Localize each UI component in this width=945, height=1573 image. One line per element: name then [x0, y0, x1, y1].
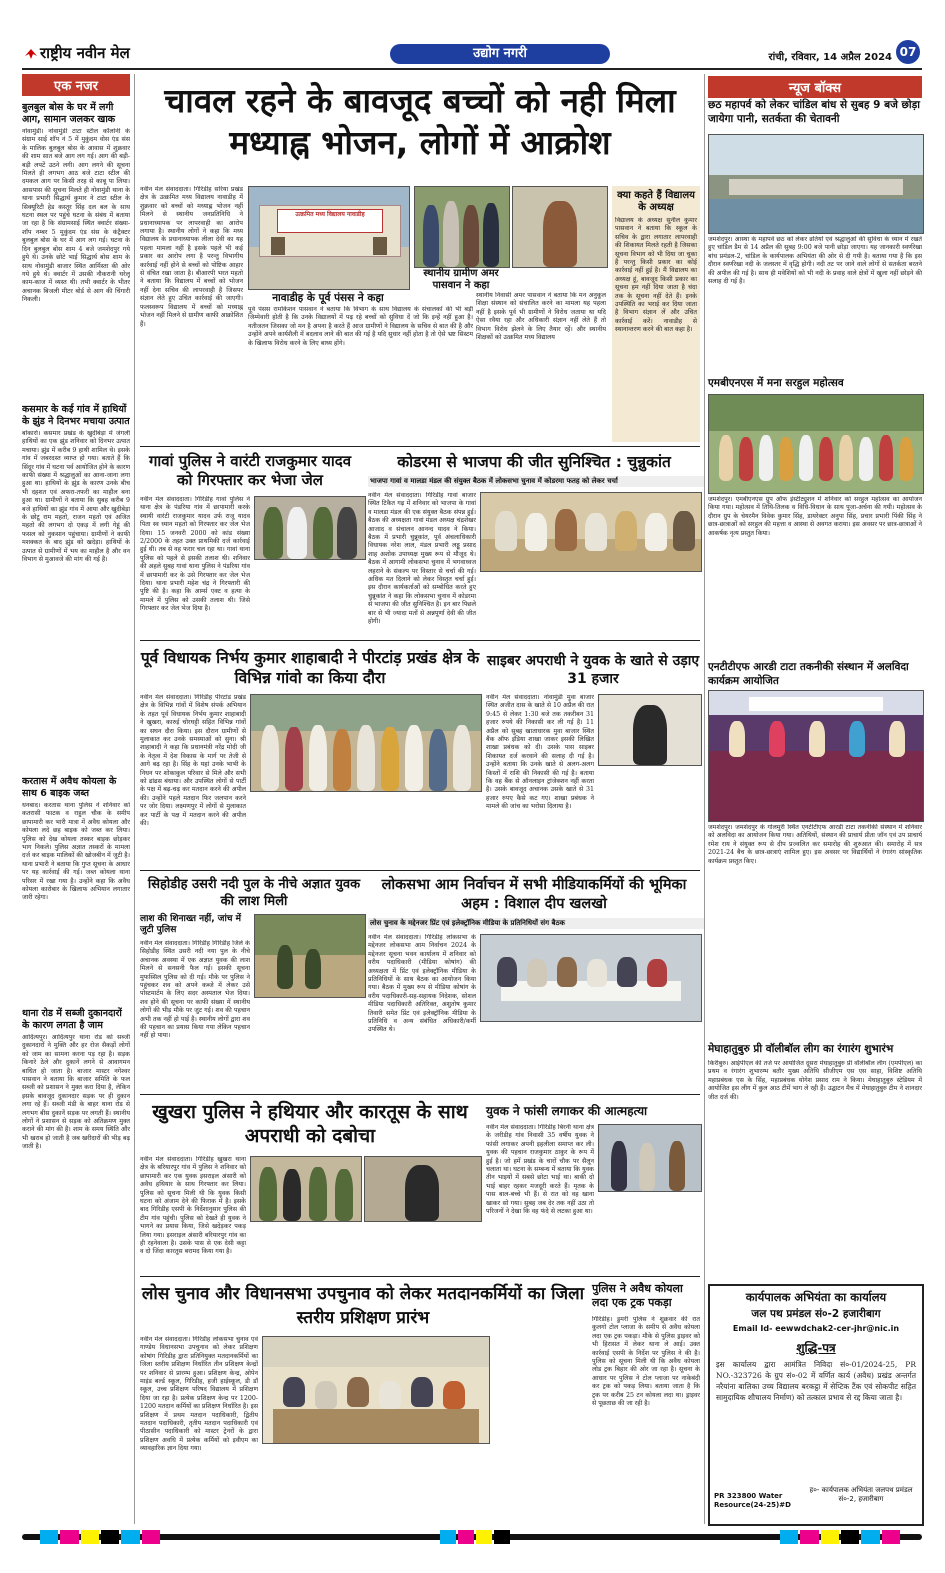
school-photo-caption: नावाडीह के पूर्व पंसस ने कहा — [272, 292, 384, 304]
body-found-headline: सिहोडीह उसरी नदी पुल के नीचे अज्ञात युवक की लाश मिली — [147, 877, 361, 909]
left-column-header: एक नजर — [22, 74, 130, 96]
quote2-box — [612, 186, 700, 442]
news-title: एनटीटीएफ आरडी टाटा तकनीकी संस्थान में अलविदा कार्यक्रम आयोजित — [708, 661, 909, 687]
section-rule — [140, 1276, 700, 1277]
khukhra-body-cont — [250, 1224, 480, 1272]
police-body-cont — [254, 562, 364, 636]
left-item-body: धनबाद। करतास थाना पुलिस ने शनिवार को कतरासी फाटक व राहुल चौक के समीप छापामारी कर भारी मात्रा में अवैध कोयला और कोयला लदे छह बाइक को जब्त कर लिया। पुलिस को देख कोयला तस्कर बाइक छोड़कर भाग निकले। पुलिस अज्ञात तस्करों के मामला दर्ज कर बाइक मालिकों की खोजबीन में जुटी है। थाना प्रभारी ने बताया कि गुप्त सूचना के आधार पर यह कार्रवाई की गई। जब्त कोयला थाना परिसर में रखा गया है। उन्होंने कहा कि अवैध कोयला कारोबार के खिलाफ अभियान लगातार जारी रहेगा। — [22, 802, 130, 902]
left-item-title: करतास में अवैध कोयला के साथ 6 बाइक जब्त — [22, 776, 117, 799]
section-banner — [390, 44, 610, 64]
training-headline: लोस चुनाव और विधानसभा उपचुनाव को लेकर मतदानकर्मियों का जिला स्तरीय प्रशिक्षण प्रारंभ — [141, 1284, 585, 1328]
notice-office-sub: जल पथ प्रमंडल सं०-2 हजारीबाग — [751, 1308, 881, 1320]
media-meeting-photo — [480, 934, 702, 1022]
media-subhead: लोस चुनाव के मद्देनजर प्रिंट एवं इलेक्ट्रॉनिक मीडिया के प्रतिनिधियों संग बैठक — [368, 918, 704, 929]
dam-photo — [708, 134, 924, 234]
left-item-title: कसमार के कई गांव में हाथियों के झुंड ने दिनभर मचाया उत्पात — [22, 404, 130, 427]
sarhul-photo — [708, 394, 924, 494]
suicide-body: नवीन मेल संवाददाता। गिरिडीह बिरनी थाना क्षेत्र के जरीडीह गांव निवासी 35 वर्षीय युवक ने फांसी लगाकर अपनी इहलीला समाप्त कर ली। युवक की पहचान राजकुमार ठाकुर के रूप में हुई है। जो हमें प्रखंड के चारों चौक पर सैलून चलाता था। घटना के सम्बन्ध में बताया कि युवक तीन भाइयों में सबसे छोटा भाई था। बाकी दो भाई बाहर रहकर मजदूरी करते हैं। मृतक के पास बाल-बच्चे भी हैं। से रात को वह खाना खाकर सो गया। सुबह जब देर तक नहीं उठा तो परिजनों ने देखा कि वह फंदे से लटका हुआ था। — [486, 1124, 594, 1216]
suicide-headline: युवक ने फांसी लगाकर की आत्महत्या — [486, 1104, 648, 1118]
column-divider — [134, 74, 135, 1524]
color-registration-strip — [40, 1530, 160, 1544]
meeting-photo — [480, 492, 702, 572]
notice-pr-no: PR 323800 Water Resource(24-25)#D — [714, 1492, 791, 1509]
training-photo — [262, 1336, 490, 1444]
section-name: उद्योग नगरी — [473, 46, 527, 61]
news-body: जमशेदपुर। जमशेदपुर के गोलमुरी स्थित एनटीटीएफ आरडी टाटा तकनीकी संस्थान में शनिवार को अलविदा का आयोजन किया गया। अतिथियों, संस्थान की प्राचार्य प्रीता जॉन एवं उप प्राचार्य रमेश राय ने संयुक्त रूप से दीप प्रज्वलित कर समारोह की शुरुआत की। समारोह में सत्र 2021-24 बैच के छात्र-छात्राएं शामिल हुए। इस अवसर पर विद्यार्थियों ने रंगारंग सांस्कृतिक कार्यक्रम प्रस्तुत किए। — [708, 824, 922, 865]
page-number: 07 — [896, 40, 920, 64]
notice-heading: शुद्धि-पत्र — [796, 1341, 836, 1355]
left-item-title: बुलबुल बोस के घर में लगी आग, सामान जलकर खाक — [22, 102, 116, 125]
section-rule — [140, 870, 700, 871]
left-item-title: थाना रोड में सब्जी दुकानदारों के कारण लगता है जाम — [22, 1008, 122, 1031]
school-photo — [248, 186, 410, 290]
notice-body: इस कार्यालय द्वारा आमंत्रित निविदा सं०-01/2024-25, PR NO.-323726 के ग्रुप सं०-02 में वर्णित कार्य (अवैध) प्रखंड अन्तर्गत नरैयांना बालिका उच्च विद्यालय बरकट्ठा में सेप्टिक टैंक एवं सोकपीट सहित सामुदायिक शौचालय निर्माण) को तत्काल प्रभाव से रद्द किया जाता है। — [716, 1360, 916, 1402]
left-item-body: आदित्यपुर। आदित्यपुर थाना रोड को सब्जी दुकानदारों ने मुक्ति और हर रोज सैकड़ों लोगों को जाम का सामना करना पड़ रहा है। सड़क किनारे ठेले और दुकानें लगने से आवागमन बाधित हो जाता है। बाजार मास्टर नगेश्वर पासवान ने बताया कि बाजार समिति के फल सब्जी को प्रशासन ने मुक्त करा दिया है, लेकिन इसके बावजूद दुकानदार सड़क पर ही दुकान लगा रहे हैं। सब्जी मंडी के बाहर थाना रोड से लगभग बीस दुकानें सड़क पर लगती हैं। स्थानीय लोगों ने प्रशासन से सड़क को अतिक्रमण मुक्त कराने की मांग की है। शाम के समय स्थिति और भी खराब हो जाती है जब खरीदारों की भीड़ बढ़ जाती है। — [22, 1034, 130, 1151]
mla-body-cont — [250, 794, 480, 868]
section-rule — [140, 446, 700, 447]
lead-body: नवीन मेल संवाददाता। गिरिडीह सरिया प्रखंड क्षेत्र के उत्क्रमित मध्य विद्यालय नावाडीह में शुक्रवार को बच्चों को मध्याह्न भोजन नहीं मिलने से स्थानीय जनप्रतिनिधि ने प्रधानाध्यापक पर लापरवाही का आरोप लगाया है। स्थानीय लोगों ने कहा कि मध्य विद्यालय के प्रधानाध्यापक लीला देवी का यह पहला मामला नहीं है इसके पहले भी कई प्रकार का आरोप लगा है परन्तु विभागीय कार्रवाई नहीं होने से बच्चों को पोष्टिक आहार से वंचित रखा जाता है। बीआरपी भरत महतो ने बताया कि विद्यालय में बच्चों को भोजन नहीं देना सचिव की लापरवाही है जिसपर संज्ञान लेते हुए उचित कार्रवाई की जाएगी। फलस्वरूप विद्यालय में बच्चों को मध्याह्न भोजन नहीं मिलने से ग्रामीण काफी आक्रोशित हैं। — [140, 186, 243, 328]
quote-box-body: स्थानीय निवासी अमर पासवान ने बताया कि मन अनुकूल शिक्षा संस्थान को संचालित करने का मामला यह पहला नहीं है इसके पूर्व भी ग्रामीणों ने विरोध जताया था यदि ऐसा रवैया रहा और अधिकारी संज्ञान नहीं लेते हैं तो विभाग विरोध झेलने के लिए तैयार रहें। और स्थानीय शिक्षकों को उत्क्रमित मध्य विद्यालय — [476, 292, 606, 342]
dateline: रांची, रविवार, 14 अप्रैल 2024 — [768, 52, 892, 63]
media-body-cont — [480, 1024, 700, 1090]
media-headline: लोकसभा आम निर्वाचन में सभी मीडियाकर्मियों की भूमिका अहम : विशाल दीप खलखो — [381, 877, 687, 912]
riverbed-photo — [254, 914, 366, 998]
villagers-photo — [414, 186, 510, 268]
notice-email: Email Id- eewwdchak2-cer-jhr@nic.in — [732, 1324, 900, 1333]
suicide-photo — [598, 1124, 702, 1192]
cyber-body-cont — [598, 768, 700, 868]
section-rule — [140, 640, 700, 641]
notice-office-title: कार्यपालक अभियंता का कार्यालय — [745, 1290, 887, 1304]
news-body: जमशेदपुर। आस्था के महापर्व छठ को लेकर व्रतियों एवं श्रद्धालुओं की सुविधा के ध्यान में रखते हुए चांडिल डैम से 14 अप्रैल की सुबह 9:00 बजे पानी छोड़ा जाएगा। यह जानकारी स्वर्णरेखा बांध प्रमंडल-2, चांडिल के कार्यपालक अभियंता की ओर से दी गयी है। बताया गया है कि इस दौरान स्वर्णरेखा नदी के जलस्तर में वृद्धि होगी। नदी तट पर जाने वाले लोगों से सतर्कता बरतने की अपील की गई है। साथ ही मवेशियों को भी नदी के प्रवाह वाले क्षेत्रों में खुला नहीं छोड़ने की सलाह दी गई है। — [708, 236, 922, 286]
tender-notice — [708, 1284, 924, 1526]
body-found-subhead: लाश की शिनाख्त नहीं, जांच में जुटी पुलिस — [140, 914, 242, 935]
masthead — [22, 40, 922, 70]
coal-truck-body: गिरिडीह। डुमरी पुलिस ने शुक्रवार की रात कुलगो टोल प्लाजा के समीप से अवैध कोयला लदा एक ट्रक पकड़ा। मौके से पुलिस ड्राइवर को भी हिरासत में लेकर थाना ले आई। उक्त कार्रवाई एसपी के निर्देश पर पुलिस ने की है। पुलिस को सूचना मिली थी कि अवैध कोयला लोड ट्रक बिहार की ओर जा रहा है। सूचना के आधार पर पुलिस ने टोल प्लाजा पर नाकेबंदी कर ट्रक को पकड़ लिया। बताया जाता है कि ट्रक पर करीब 25 टन कोयला लदा था। ड्राइवर से पूछताछ की जा रही है। — [592, 1316, 700, 1408]
news-body: किरीबुरु। आईपीएल की तर्ज पर आयोजित दूसरा मेघाहातुबुरु प्री वॉलीबॉल लीग (एमपीएल) का प्रथम व रंगारंग शुभारम्भ बतौर मुख्य अतिथि सीजीएम एस एस साहा, विशिष्ट अतिथि महाप्रबंधक एस के सिंह, महाप्रबंधक योगेश प्रसाद राम ने किया। मेघाहातुबुरु स्टेडियम में आयोजित इस लीग में कुल आठ टीमें भाग ले रही हैं। उद्घाटन मैच में मेघाहातुबुरु टीम ने शानदार जीत दर्ज की। — [708, 1060, 922, 1101]
left-column — [22, 74, 130, 1524]
color-registration-strip — [440, 1530, 510, 1544]
left-item-body: बोकारो। कसमार प्रखंड के खुदीबेड़ा में जंगली हाथियों का एक झुंड शनिवार को दिनभर उत्पात मचाया। झुंड में करीब 9 हाथी शामिल थे। इसके गांव में जबरदस्त व्याप्त हो गया। बताते हैं कि सिंदूर गांव में घटना पर्व आयोजित होने के कारण काफी संख्या में श्रद्धालुओं का आना-जाना लगा हुआ था। हाथियों के झुंड के कारण उनके बीच भी दहशत एवं अफरा-तफरी का माहौल बना हुआ था। ग्रामीणों ने बताया कि सुबह करीब 9 बजे हाथियों का झुंड गांव में आया और खुदीबेड़ा के छोटू राम महतो, राजन महतो एवं अजित महतो की लगभग दो एकड़ में लगी गेहूं की फसल को नुकसान पहुंचाया। ग्रामीणों ने काफी मशक्कत के बाद झुंड को खदेड़ा। हाथियों के उत्पात से ग्रामीणों में भय का माहौल है और वन विभाग से मुआवजे की मांग की गई है। — [22, 430, 130, 564]
lead-sidebar-body: पूर्व पंसस रामकिशन पासवान ने बताया कि विभाग के साथ विद्यालय के संचालकों की भी बड़ी जिम्मेवारी होती है कि उनके विद्यालयों में पढ़ रहे बच्चों को सुविधा दें जो कि इन्हें नहीं हुआ है। नतीजतन जिसका जो मन है अपना है करते हैं आज ग्रामीणों ने विद्यालय के सचिव से बात की है और उन्होंने अपने कार्यशैली में बदलाव लाने की बात की गई है यदि सुधार नहीं होता है तो ऐसे भ्रष्ट सिस्टम के खिलाफ विरोध करने के लिए बाध्य होंगे। — [248, 306, 473, 347]
police-headline: गावां पुलिस ने वारंटी राजकुमार यादव को गिरफ्तार कर भेजा जेल — [148, 452, 352, 489]
left-item-body: नोवामुंडी। नोवामुंडी टाटा स्टील कॉलोनी के संग्राम साई शॉप नं 5 में मुकुंदम वोस एंड संस के मालिक बुलबुल बोस के आवास में शुक्रवार की शाम सात बजे आग लग गई। आग की बड़ी-बड़ी लपटें उठने लगी। आग लगने की सूचना मिलते ही लगभग आठ बजे टाटा स्टील की दमकल आग पर किसी तरह से काबू पा लिया। आसपास की सूचना मिलते ही नोवामुंडी थाना के थाना प्रभारी सिद्धार्थ कुमार ने टाटा स्टील के सिक्यूरिटी हेड कस्तूर सिंह दल बल के साथ घटना स्थल पर पहुंचे घटना के संबंध में बताया जा रहा है कि संग्रामसाई स्थित क्वार्टर संख्या- शॉप नम्बर 5 मुकुंदम एंड संस के कंट्रैक्टर बुलबुल बोस के घर में आग लग गई। घटना के दिन बुलबुल बोस शाम 4 बजे जमशेदपुर गये हुये थे। उनके छोटे भाई सिद्धार्थ बोस शाम के साथ नोवामुंडी बाजार स्थित आर्मिस्ता की ओर गये हुये थे। क्वार्टर में उसकी नौकरानी घरेलू काम-काज में व्यस्त थी। तभी क्वार्टर के भीतर अचानक बिजली मीटर बोर्ड से आग की चिंगारी निकली। — [22, 128, 130, 304]
koderma-subhead: भाजपा गावां व मालडा मंडल की संयुक्त बैठक में लोकसभा चुनाव में कोडरमा फतह को लेकर चर्चा — [368, 476, 704, 487]
cyber-photo — [598, 694, 702, 766]
mla-headline: पूर्व विधायक निर्भय कुमार शाहाबादी ने पीरटांड़ प्रखंड क्षेत्र के विभिन्न गांवो का किया दौरा — [140, 649, 480, 687]
body-found-body-cont — [254, 1000, 364, 1090]
news-title: छठ महापर्व को लेकर चांडिल बांध से सुबह 9 बजे छोड़ा जायेगा पानी, सतर्कता की चेतावनी — [708, 99, 920, 125]
news-box-header: न्यूज बॉक्स — [708, 76, 922, 98]
koderma-headline: कोडरमा से भाजपा की जीत सुनिश्चित : चुन्नुकांत — [397, 453, 671, 471]
police-photo — [254, 496, 366, 560]
news-title: मेघाहातुबुरु प्री वॉलीबॉल लीग का रंगारंग शुभारंभ — [708, 1043, 894, 1055]
body-found-body: नवीन मेल संवाददाता। गिरिडीह गिरिडीह जिले के सिहोडीह स्थित उसरी नदी नया पुल के नीचे अचानक अवस्था में एक अज्ञात युवक की लाश मिलने से सनसनी फैल गई। इसकी सूचना मुफस्सिल पुलिस को दी गई। मौके पर पुलिस ने पहुंचकर शव को अपने कब्जे में लेकर उसे पोस्टमार्टम के लिए सदर अस्पताल भेज दिया। शव होने की सूचना पर काफी संख्या में स्थानीय लोगों की भीड़ मौके पर जुट गई। शव की पहचान अभी तक नहीं हो पाई है। स्थानीय लोगों द्वारा शव की पहचान का प्रयास किया गया लेकिन पहचान नहीं हो पाया। — [140, 940, 250, 1040]
coal-truck-headline: पुलिस ने अवैध कोयला लदा एक ट्रक पकड़ा — [592, 1282, 683, 1309]
notice-signatory: ह०- कार्यपालक अभियंता जलपथ प्रमंडल सं०-2, हजारीबाग — [809, 1486, 913, 1503]
media-body: नवीन मेल संवाददाता। गिरिडीह लोकसभा के मद्देनजर लोकसभा आम निर्वाचन 2024 के मद्देनजर सूचना भवन कार्यालय में शनिवार को वरीय पदाधिकारी (मीडिया कोषांग) की अध्यक्षता में प्रिंट एवं इलेक्ट्रॉनिक मीडिया के प्रतिनिधियों के साथ बैठक का आयोजन किया गया। बैठक में मुख्य रूप से मीडिया कोषांग के वरीय पदाधिकारी-सह-सहायक निदेशक, सोशल मीडिया पदाधिकारी अतिरिक्त, अशुतोष कुमार तिवारी समेत प्रिंट एवं इलेक्ट्रॉनिक मीडिया के प्रतिनिधि व अन्य संबंधित अधिकारी/कर्मी उपस्थित थे। — [368, 934, 476, 1034]
alvida-photo — [708, 690, 924, 822]
masthead-rule — [22, 68, 922, 70]
school-sign: उत्क्रमित मध्य विद्यालय नावाडीह — [277, 209, 383, 233]
khukhra-body: नवीन मेल संवाददाता। गिरिडीह खुखरा थाना क्षेत्र के बरियारपुर गांव में पुलिस ने शनिवार को छापामारी कर एक युवक इसराइल अंसारी को अवैध हथियार के साथ गिरफ्तार कर लिया। पुलिस को सूचना मिली थी कि युवक किसी घटना को अंजाम देने की फिराक में है। इसके बाद गिरिडीह एसपी के निर्देशानुसार पुलिस की टीम गांव पहुंची। पुलिस को देखते ही युवक ने भागने का प्रयास किया, जिसे खदेड़कर पकड़ लिया गया। इसराइल अंसारी बरियारपुर गांव का ही रहनेवाला है। उसके पास से एक देसी कट्टा व दो जिंदा कारतूस बरामद किया गया है। — [140, 1156, 246, 1256]
news-body: जमशेदपुर। एमबीएनएस ग्रुप ऑफ इंस्टीट्यूशन में शनिवार को सरहुल महोत्सव का आयोजन किया गया। महोत्सव में तिथि-तिलक व विधि-विधान के साथ पूजा-अर्चना की गयी। महोत्सव के दौरान ग्रुप के चेयरमैन विवेक कुमार सिंह, डायरेक्टर अनुपा सिंह, प्रचार प्रभारी पिंकी सिंह ने छात्र-छात्राओं को सरहुल की महत्ता व आस्था से अवगत कराया। इस अवसर पर छात्र-छात्राओं ने आकर्षक नृत्य प्रस्तुत किया। — [708, 496, 922, 537]
column-divider — [704, 74, 705, 1524]
khukhra-photo — [250, 1156, 362, 1222]
quote-box-title: स्थानीय ग्रामीण अमर पासवान ने कहा — [423, 268, 499, 291]
cyber-body: नवीन मेल संवाददाता। नोवामुंडी मुवा बाजार स्थित अजीत दास के खाते से 10 अप्रैल की रात 9:45 से लेकर 1:30 बजे तक तकरीबन 31 हजार रुपये की निकासी कर ली गई है। 11 अप्रैल को सुबह खाताधारक मुवा बाजार स्थित बैंक ऑफ इंडिया शाखा जाकर इसकी लिखित शाखा प्रबंधक को दी। उसके पास साइबर शिकायत दर्ज करवाने की सलाह दी गई है। उन्होंने बताया कि उनके खाते से अलग-अलग किस्तों में राशि की निकासी की गई है। बताया कि वह बैंक से ऑनलाइन ट्रांजेक्शन नहीं करता है। उसके बावजूद अचानक उसके खाते से 31 हजार रुपए कैसे कट गए। शाखा प्रबंधक ने मामले की जांच का भरोसा दिलाया है। — [486, 694, 594, 811]
section-rule — [140, 1094, 700, 1095]
quote2-body: विद्यालय के अध्यक्ष सुनील कुमार पासवान ने बताया कि स्कूल के सचिव के द्वारा लगातार लापरवाही की शिकायत मिलते रहती है जिसका सूचना विभाग को भी दिया जा चुका है परन्तु किसी प्रकार का कोई कार्रवाई नहीं हुई है। मैं विद्यालय का अध्यक्ष हूं, बावजूद किसी प्रकार का सूचना हम नहीं दिया जाता है चंदा तक के सूचना नहीं देते हैं। इनके उपस्थिति का भराई कर दिया जाता है विभाग संज्ञान लें और उचित कार्रवाई करें। नावाडीह से स्थानान्तरण करने की बात कहा है। — [615, 217, 697, 334]
khukhra-headline: खुखरा पुलिस ने हथियार और कारतूस के साथ अपराधी को दबोचा — [152, 1101, 468, 1147]
training-body-cont — [262, 1446, 488, 1524]
mla-photo — [250, 694, 482, 792]
paper-name: राष्ट्रीय नवीन मेल — [40, 44, 130, 62]
cyber-headline: साइबर अपराधी ने युवक के खाते से उड़ाए 31 हजार — [486, 653, 700, 687]
paper-logo-icon — [24, 46, 38, 60]
chair-photo — [512, 186, 608, 268]
quote2-title: क्या कहते हैं विद्यालय के अध्यक्ष — [617, 190, 695, 213]
lead-headline: चावल रहने के बावजूद बच्चों को नही मिला मध्याह्न भोजन, लोगों में आक्रोश — [164, 81, 676, 162]
khukhra-photo-2 — [364, 1156, 482, 1222]
suicide-body-cont — [598, 1194, 700, 1272]
mla-body: नवीन मेल संवाददाता। गिरिडीह पीरटांड प्रखंड क्षेत्र के विभिन्न गांवों में विशेष संपर्क अभियान के तहत पूर्व विधायक निर्भय कुमार शाहाबादी ने खुखरा, कारुई चोरघट्टी सहित विभिन्न गांवों का सघन दौरा किया। इस दौरान ग्रामीणों से मुलाकात कर उनके समस्याओं को सुना। श्री शाहाबादी ने कहा कि प्रधानमंत्री नरेंद्र मोदी जी के नेतृत्व में देश विकास के मार्ग पर तेजी से आगे बढ़ रहा है। सिंह के यहां उनके भाभी के निधन पर शोकाकुल परिवार से मिले और सभी को ढांढस बंधाया। और उपस्थित लोगों से पार्टी के पक्ष में बढ़-चढ़ कर मतदान करने की अपील की। उन्होंने पहले मतदान फिर जलपान करने पर जोर दिया। लक्ष्मणपुर में लोगों से मुलाकात कर पार्टी के पक्ष में मतदान करने की अपील की। — [140, 694, 246, 828]
news-title: एमबीएनएस में मना सरहुल महोत्सव — [708, 377, 844, 389]
koderma-body-cont — [480, 574, 700, 636]
koderma-body: नवीन मेल संवाददाता। गिरिडीह गावां बाजार स्थित टिकैत गढ़ में शनिवार को भाजपा के गावां व मालडा मंडल की एक संयुक्त बैठक संपन्न हुई। बैठक की अध्यक्षता गावां मंडल अध्यक्ष चंद्रशेखर आजाद व संचालन आनन्द यादव ने किया। बैठक में प्रभारी चुन्नूकांत, पूर्व अंचलाधिकारी विधायक नरेश लाल, मंडल प्रभारी लड्डू प्रसाद शाह अशोक उपाध्यक्ष मुख्य रूप से मौजूद थे। बैठक में आगामी लोकसभा चुनाव में भगवाध्वज लहराने के संकल्प पर विस्तार से चर्चा की गई। अधिक मत दिलाने को लेकर विस्तृत चर्चा हुई। इस दौरान कार्यकर्ताओं को सम्बोधित करते हुए चुन्नूकांत ने कहा कि लोकसभा चुनाव में कोडरमा से भाजपा की जीत सुनिश्चित है। इन बार पिछले बार से भी ज्यादा मतों से अन्नपूर्णा देवी की जीत होगी। — [368, 492, 476, 626]
training-body: नवीन मेल संवाददाता। गिरिडीह लोकसभा चुनाव एवं गाण्डेय विधानसभा उपचुनाव को लेकर प्रशिक्षण कोषांग गिरिडीह द्वारा प्रतिनियुक्त मतदानकर्मियों का जिला स्तरीय प्रशिक्षण निर्धारित तीन प्रशिक्षण केन्द्रों पर शनिवार से प्रारम्भ हुआ। प्रशिक्षण केन्द्र, ओपेन माइंड बर्ल्ड स्कूल, गिरिडीह, हजी हाईस्कूल, डी डॉ स्कूल, उच्च प्रशिक्षण परिषद विद्यालय में प्रशिक्षण दिया जा रहा है। प्रत्येक प्रशिक्षण केन्द्र पर 1200-1200 मतदान कर्मियों का प्रशिक्षण निर्धारित है। इस प्रशिक्षण में प्रथम मतदान पदाधिकारी, द्वितीय मतदान पदाधिकारी, तृतीय मतदान पदाधिकारी एवं पीठासीन पदाधिकारी को मास्टर ट्रेनरों के द्वारा प्रशिक्षण अवधि में प्रत्येक कर्मियों को इवीएम का व्यावहारिक ज्ञान दिया गया। — [140, 1336, 258, 1453]
color-registration-strip — [780, 1530, 900, 1544]
police-body: नवीन मेल संवाददाता। गिरिडीह गावां पुलिस ने थाना क्षेत्र के पंडरिया गांव में छापामारी करके स्थायी वारंटी राजकुमार यादव उर्फ राजू यादव पिता स्व ध्यान महतो को गिरफ्तार कर जेल भेज दिया। 15 जनवरी 2000 को कांड संख्या 2/2000 के तहत उक्त प्राथमिकी दर्ज कार्रवाई हुई थी। तब से वह फरार चल रहा था। गावां थाना पुलिस को पहले से इसकी तलाश थी। शनिवार की अहले सुबह गावां थाना पुलिस ने पंडरिया गांव में छापामारी कर के उसे गिरफ्तार कर जेल भेज दिया। थाना प्रभारी महेश चंद्र ने गिरफ्तारी की पुष्टि की है। कहा कि आर्म्स एक्ट व हत्या के मामले में पुलिस को उसकी तलाश थी। जिसे गिरफ्तार कर जेल भेज दिया है। — [140, 496, 250, 613]
